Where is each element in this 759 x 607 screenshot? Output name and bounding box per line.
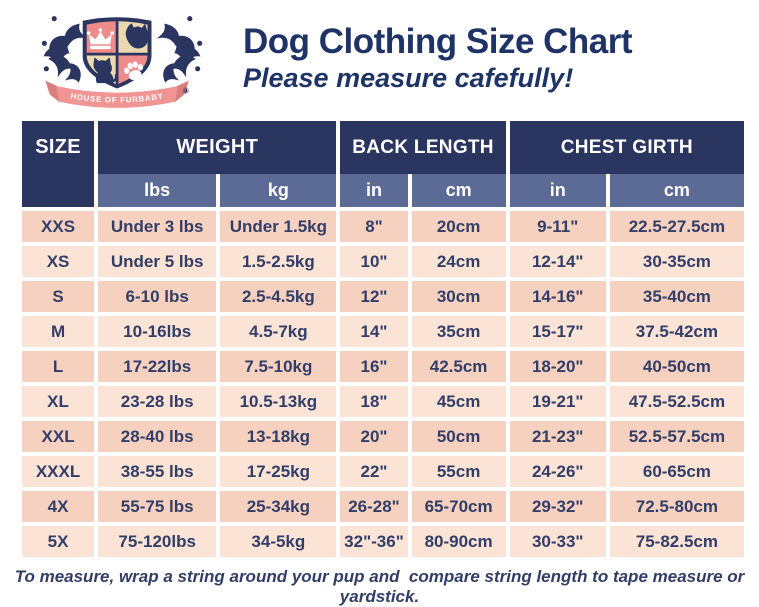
cell-size: XXL	[22, 421, 94, 452]
cell-chest-girth-in: 30-33"	[510, 526, 606, 557]
cell-weight-lbs: 17-22lbs	[98, 351, 216, 382]
cell-back-length-cm: 30cm	[412, 281, 506, 312]
cell-back-length-cm: 20cm	[412, 211, 506, 242]
page-subtitle: Please measure cafefully!	[243, 62, 574, 93]
cell-back-length-cm: 42.5cm	[412, 351, 506, 382]
cell-chest-girth-in: 21-23"	[510, 421, 606, 452]
cell-chest-girth-in: 9-11"	[510, 211, 606, 242]
cell-back-length-in: 20"	[340, 421, 407, 452]
cell-back-length-cm: 55cm	[412, 456, 506, 487]
cell-weight-lbs: 38-55 lbs	[98, 456, 216, 487]
unit-header-back-in: in	[340, 174, 407, 207]
col-header-chest-girth: CHEST GIRTH	[510, 121, 744, 174]
cell-size: 5X	[22, 526, 94, 557]
cell-weight-kg: 17-25kg	[220, 456, 336, 487]
size-chart-table	[22, 121, 744, 557]
col-header-size: SIZE	[22, 121, 94, 207]
cell-chest-girth-cm: 72.5-80cm	[610, 491, 744, 522]
unit-header-chest-in: in	[510, 174, 606, 207]
copyright-mark: ©	[182, 86, 189, 96]
cell-weight-lbs: 75-120lbs	[98, 526, 216, 557]
cell-weight-kg: 7.5-10kg	[220, 351, 336, 382]
cell-weight-kg: 2.5-4.5kg	[220, 281, 336, 312]
cell-chest-girth-cm: 52.5-57.5cm	[610, 421, 744, 452]
house-of-furbaby-logo	[28, 4, 216, 118]
cell-weight-lbs: Under 5 lbs	[98, 246, 216, 277]
cell-chest-girth-cm: 35-40cm	[610, 281, 744, 312]
cell-size: XXXL	[22, 456, 94, 487]
cell-back-length-in: 32"-36"	[340, 526, 407, 557]
col-header-weight: WEIGHT	[98, 121, 336, 174]
cell-weight-kg: 25-34kg	[220, 491, 336, 522]
unit-header-weight-kg: kg	[220, 174, 336, 207]
cell-chest-girth-in: 18-20"	[510, 351, 606, 382]
cell-chest-girth-in: 19-21"	[510, 386, 606, 417]
cell-chest-girth-cm: 30-35cm	[610, 246, 744, 277]
unit-header-back-cm: cm	[412, 174, 506, 207]
cell-weight-lbs: Under 3 lbs	[98, 211, 216, 242]
cell-chest-girth-cm: 75-82.5cm	[610, 526, 744, 557]
cell-back-length-cm: 50cm	[412, 421, 506, 452]
cell-weight-kg: 4.5-7kg	[220, 316, 336, 347]
cell-back-length-in: 16"	[340, 351, 407, 382]
cell-back-length-cm: 45cm	[412, 386, 506, 417]
cell-chest-girth-cm: 22.5-27.5cm	[610, 211, 744, 242]
cell-size: L	[22, 351, 94, 382]
flourish-ornament-icon	[42, 16, 88, 93]
cell-chest-girth-in: 24-26"	[510, 456, 606, 487]
cell-chest-girth-cm: 40-50cm	[610, 351, 744, 382]
cell-weight-kg: 10.5-13kg	[220, 386, 336, 417]
cell-back-length-in: 18"	[340, 386, 407, 417]
cell-chest-girth-cm: 60-65cm	[610, 456, 744, 487]
cell-weight-lbs: 6-10 lbs	[98, 281, 216, 312]
cell-back-length-in: 22"	[340, 456, 407, 487]
cell-weight-kg: 34-5kg	[220, 526, 336, 557]
cell-weight-kg: 13-18kg	[220, 421, 336, 452]
cell-chest-girth-in: 15-17"	[510, 316, 606, 347]
cell-back-length-cm: 65-70cm	[412, 491, 506, 522]
cell-chest-girth-in: 12-14"	[510, 246, 606, 277]
cell-back-length-in: 10"	[340, 246, 407, 277]
col-header-back-length: BACK LENGTH	[340, 121, 505, 174]
cell-weight-lbs: 10-16lbs	[98, 316, 216, 347]
cell-weight-kg: 1.5-2.5kg	[220, 246, 336, 277]
table-header	[22, 121, 744, 207]
unit-header-chest-cm: cm	[610, 174, 744, 207]
table-body	[22, 211, 744, 557]
cell-size: XL	[22, 386, 94, 417]
header-titles	[243, 24, 632, 94]
cell-back-length-cm: 24cm	[412, 246, 506, 277]
cell-size: XS	[22, 246, 94, 277]
cell-weight-kg: Under 1.5kg	[220, 211, 336, 242]
cell-back-length-in: 8"	[340, 211, 407, 242]
cell-chest-girth-cm: 37.5-42cm	[610, 316, 744, 347]
page-title: Dog Clothing Size Chart	[243, 22, 633, 61]
cell-back-length-in: 12"	[340, 281, 407, 312]
banner-text: HOUSE OF FURBABY	[69, 91, 165, 105]
measure-note: To measure, wrap a string around your pup and compare string length to tape measure or yardstick.	[14, 567, 750, 606]
cell-back-length-in: 14"	[340, 316, 407, 347]
cell-chest-girth-in: 14-16"	[510, 281, 606, 312]
cell-size: 4X	[22, 491, 94, 522]
cell-weight-lbs: 28-40 lbs	[98, 421, 216, 452]
cell-size: S	[22, 281, 94, 312]
cell-size: M	[22, 316, 94, 347]
cell-back-length-cm: 35cm	[412, 316, 506, 347]
cell-chest-girth-in: 29-32"	[510, 491, 606, 522]
cell-weight-lbs: 55-75 lbs	[98, 491, 216, 522]
cell-weight-lbs: 23-28 lbs	[98, 386, 216, 417]
unit-header-weight-lbs: lbs	[98, 174, 216, 207]
cell-chest-girth-cm: 47.5-52.5cm	[610, 386, 744, 417]
cell-back-length-in: 26-28"	[340, 491, 407, 522]
cell-back-length-cm: 80-90cm	[412, 526, 506, 557]
cell-size: XXS	[22, 211, 94, 242]
